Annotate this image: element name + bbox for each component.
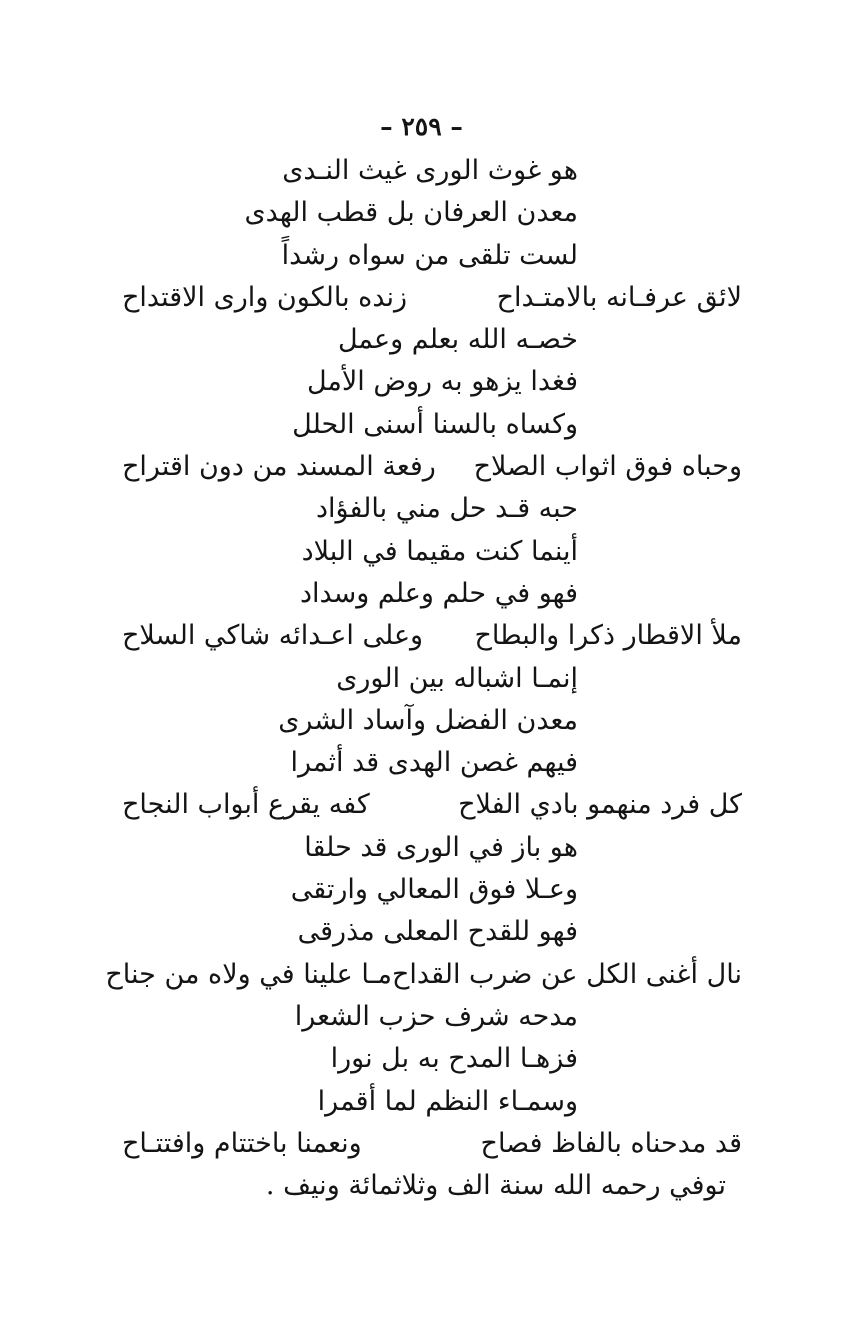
verse-line: وسمـاء النظم لما أقمرا <box>317 1085 578 1117</box>
verse-line: هو غوث الورى غيث النـدى <box>282 155 578 186</box>
refrain-line <box>122 784 742 826</box>
page-number: – ٢٥٩ – <box>380 112 463 141</box>
verse-line: لست تلقى من سواه رشداً <box>281 239 578 271</box>
refrain-line <box>122 446 742 488</box>
verse-line: فزهـا المدح به بل نورا <box>330 1043 578 1075</box>
refrain-line <box>122 1123 742 1165</box>
refrain-line <box>105 954 742 996</box>
refrain-first-half: وحباه فوق اثواب الصلاح <box>473 451 742 483</box>
refrain-second-half: وعلى اعـدائه شاكي السلاح <box>122 620 424 652</box>
refrain-second-half: مـا علينا في ولاه من جناح <box>105 958 392 990</box>
verse-line: وكساه بالسنا أسنى الحلل <box>292 408 578 440</box>
refrain-second-half: رفعة المسند من دون اقتراح <box>122 451 436 483</box>
verse-line: مدحه شرف حزب الشعرا <box>294 1000 578 1032</box>
verse-line: معدن العرفان بل قطب الهدى <box>244 197 578 229</box>
refrain-second-half: كفه يقرع أبواب النجاح <box>122 789 370 821</box>
refrain-first-half: نال أغنى الكل عن ضرب القداح <box>391 958 742 990</box>
verse-line: فهو للقدح المعلى مذرقى <box>297 916 578 948</box>
refrain-first-half: ملأ الاقطار ذكرا والبطاح <box>474 620 742 652</box>
verse-line: هو باز في الورى قد حلقا <box>304 831 578 863</box>
verse-line: فيهم غصن الهدى قد أثمرا <box>290 747 578 779</box>
verse-line: فغدا يزهو به روض الأمل <box>306 366 578 398</box>
refrain-first-half: قد مدحناه بالفاظ فصاح <box>480 1127 742 1159</box>
refrain-line <box>122 277 742 319</box>
poem-text <box>105 150 742 1207</box>
verse-line: أينما كنت مقيما في البلاد <box>301 535 578 567</box>
refrain-second-half: ونعمنا باختتام وافتتـاح <box>122 1127 362 1159</box>
closing-note: توفي رحمه الله سنة الف وثلاثمائة ونيف . <box>265 1170 726 1202</box>
refrain-first-half: كل فرد منهمو بادي الفلاح <box>458 789 742 821</box>
verse-line: إنمـا اشباله بين الورى <box>336 662 578 694</box>
verse-line: وعـلا فوق المعالي وارتقى <box>290 874 578 906</box>
verse-line: معدن الفضل وآساد الشرى <box>278 704 578 736</box>
refrain-second-half: زنده بالكون وارى الاقتداح <box>122 281 408 313</box>
refrain-line <box>122 615 742 657</box>
verse-line: حبه قـد حل مني بالفؤاد <box>316 493 578 525</box>
verse-line: خصـه الله بعلم وعمل <box>337 324 578 356</box>
refrain-first-half: لائق عرفـانه بالامتـداح <box>496 281 742 313</box>
verse-line: فهو في حلم وعلم وسداد <box>299 577 578 609</box>
